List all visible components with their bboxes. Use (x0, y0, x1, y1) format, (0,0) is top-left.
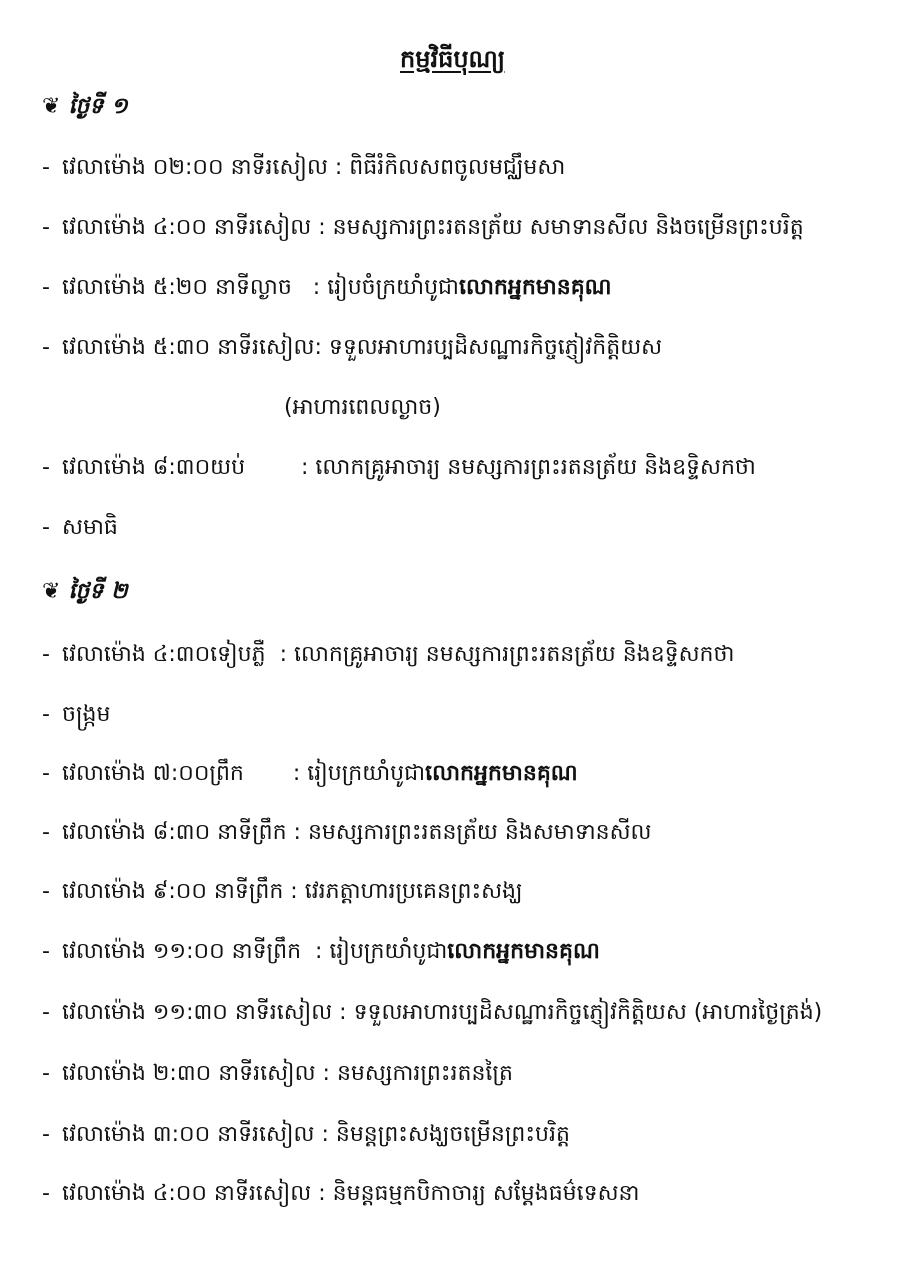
row-dash: - (42, 155, 50, 180)
fleuron-bullet-icon: ❦ (42, 579, 61, 604)
schedule-row (42, 1059, 513, 1089)
schedule-row (42, 818, 652, 848)
row-description: ទទួលអាហារប្បដិសណ្ឋារកិច្ចភ្ញៀវកិត្តិយស (328, 335, 663, 360)
row-dash: - (42, 1122, 50, 1147)
row-time: វេលាម៉ោង ៤:០០ នាទីរសៀល (62, 215, 312, 240)
row-time: វេលាម៉ោង ៤:០០ នាទីរសៀល (62, 1181, 312, 1206)
row-description: វេរភត្តាហារប្រគេនព្រះសង្ឃ (304, 879, 523, 904)
row-dash: - (42, 275, 50, 300)
row-separator: : (311, 1181, 333, 1206)
schedule-row (42, 877, 523, 907)
row-description: នមស្សការព្រះរតនត្រ័យ និងសមាទានសីល (307, 820, 652, 845)
row-time: វេលាម៉ោង ៩:០០ នាទីព្រឹក (62, 879, 284, 904)
row-dash: - (42, 515, 50, 540)
row-dash: - (42, 879, 50, 904)
row-description: ចង្ក្រម (62, 702, 111, 727)
row-time: វេលាម៉ោង ៨:៣០ នាទីព្រឹក (62, 820, 287, 845)
row-separator: : (315, 1061, 337, 1086)
row-separator: : (245, 455, 316, 480)
row-time: វេលាម៉ោង ៨:៣០យប់ (62, 455, 246, 480)
row-description: សមាធិ (62, 515, 118, 540)
row-dash: - (42, 335, 50, 360)
row-time: វេលាម៉ោង ៤:៣០ទៀបភ្លឺ (62, 642, 266, 667)
row-description: ទទួលអាហារប្បដិសណ្ឋារកិច្ចភ្ញៀវកិត្តិយស (អាហារថ្ងៃត្រង់) (353, 1000, 823, 1025)
row-time: វេលាម៉ោង ៧:០០ព្រឹក (62, 761, 244, 786)
row-time: វេលាម៉ោង ២:៣០ នាទីរសៀល (62, 1061, 316, 1086)
row-dash: - (42, 1061, 50, 1086)
row-dash: - (42, 1000, 50, 1025)
schedule-row (42, 759, 578, 789)
row-time: វេលាម៉ោង ១១:៣០ នាទីរសៀល (62, 1000, 333, 1025)
row-separator: : (314, 335, 329, 360)
schedule-row (42, 333, 662, 363)
row-description: និមន្តព្រះសង្ឃចម្រើនព្រះបរិត្ត (335, 1122, 570, 1147)
row-separator: : (265, 642, 294, 667)
row-dash: - (42, 215, 50, 240)
page-title: កម្មវិធីបុណ្យ (400, 45, 505, 73)
schedule-row (42, 1120, 570, 1150)
row-separator: : (301, 939, 330, 964)
row-separator: : (286, 820, 308, 845)
row-separator: : (314, 1122, 336, 1147)
row-separator: : (332, 1000, 354, 1025)
row-time: វេលាម៉ោង ៥:៣០ នាទីរសៀល (62, 335, 315, 360)
row-dash: - (42, 820, 50, 845)
schedule-row-continuation (284, 393, 441, 423)
row-description: លោកគ្រូអាចារ្យ នមស្សការព្រះរតនត្រ័យ និងឧទ្ទិសកថា (293, 642, 735, 667)
row-description: រៀបក្រយាំបូជា (307, 761, 426, 786)
schedule-row (42, 700, 110, 730)
schedule-row (42, 153, 565, 183)
row-dash: - (42, 939, 50, 964)
fleuron-bullet-icon: ❦ (42, 94, 61, 119)
row-description-bold: លោកអ្នកមានគុណ (425, 761, 578, 786)
row-dash: - (42, 455, 50, 480)
row-time: វេលាម៉ោង ៥:២០ នាទីល្ងាច (62, 275, 292, 300)
row-description: នមស្សការព្រះរតនត្រៃ (336, 1061, 513, 1086)
row-dash: - (42, 1181, 50, 1206)
row-description: ពិធីរំកិលសពចូលមជ្ឈឹមសា (349, 155, 566, 180)
day-2-label: ថ្ងៃទី ២ (68, 579, 128, 604)
row-description: (អាហារពេលល្ងាច) (284, 395, 441, 420)
row-separator: : (311, 215, 333, 240)
row-separator: : (327, 155, 350, 180)
row-dash: - (42, 642, 50, 667)
schedule-row (42, 1179, 639, 1209)
schedule-row (42, 213, 804, 243)
row-time: វេលាម៉ោង ១១:០០ នាទីព្រឹក (62, 939, 302, 964)
day-1-heading (42, 92, 128, 124)
row-time: វេលាម៉ោង ០២:០០ នាទីរសៀល (62, 155, 328, 180)
row-separator: : (283, 879, 305, 904)
schedule-row (42, 513, 118, 543)
schedule-row (42, 453, 756, 483)
row-dash: - (42, 761, 50, 786)
schedule-row (42, 273, 612, 303)
schedule-row (42, 640, 734, 670)
row-description-bold: លោកអ្នកមានគុណ (447, 939, 600, 964)
row-description: រៀបចំក្រយាំបូជា (327, 275, 459, 300)
row-dash: - (42, 702, 50, 727)
day-2-heading (42, 577, 128, 609)
row-time: វេលាម៉ោង ៣:០០ នាទីរសៀល (62, 1122, 315, 1147)
row-description: នមស្សការព្រះរតនត្រ័យ សមាទានសីល និងចម្រើនព្រះបរិត្ត (332, 215, 804, 240)
row-description: និមន្តធម្មកបិកាចារ្យ សម្ដែងធម៌ទេសនា (332, 1181, 640, 1206)
day-1-label: ថ្ងៃទី ១ (68, 94, 128, 119)
row-description: រៀបក្រយាំបូជា (329, 939, 448, 964)
row-description-bold: លោកអ្នកមានគុណ (459, 275, 612, 300)
row-separator: : (243, 761, 308, 786)
row-description: លោកគ្រូអាចារ្យ នមស្សការព្រះរតនត្រ័យ និងឧទ្ទិសកថា (315, 455, 756, 480)
row-separator: : (291, 275, 328, 300)
schedule-row (42, 937, 600, 967)
schedule-row (42, 998, 822, 1028)
